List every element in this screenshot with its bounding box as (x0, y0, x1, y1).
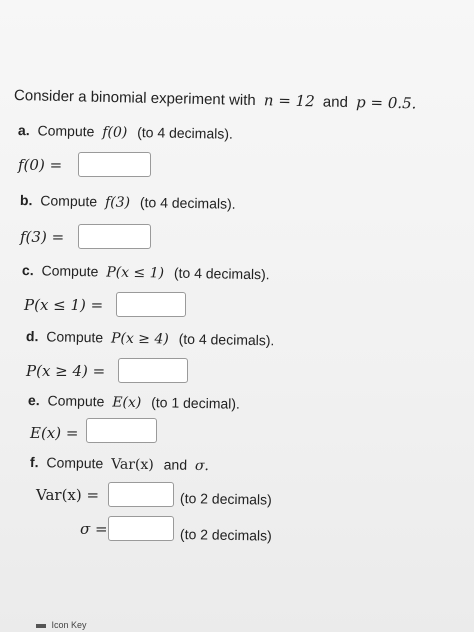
part-d-answer-label: P(x ≥ 4) = (26, 362, 106, 380)
part-f-sigma: σ. (194, 457, 210, 475)
intro-text: Consider a binomial experiment with (13, 87, 256, 110)
part-c-letter: c. (21, 262, 34, 279)
part-d-compute: Compute (46, 328, 104, 346)
variance-decimals-note: (to 2 decimals) (179, 490, 272, 508)
icon-key-link[interactable] (36, 620, 87, 630)
part-c-expression: P(x ≤ 1) (106, 264, 165, 282)
intro-p-expression: p = 0.5. (355, 93, 417, 113)
part-d-letter: d. (25, 328, 39, 345)
part-d-expression: P(x ≥ 4) (110, 330, 169, 348)
part-f-compute: Compute (46, 454, 104, 472)
part-e-expression: E(x) (112, 394, 142, 411)
intro-line (14, 86, 417, 112)
part-c-suffix: (to 4 decimals). (173, 264, 270, 283)
part-a-answer-label: f(0) = (18, 156, 63, 174)
sigma-answer-input[interactable] (108, 516, 174, 541)
part-b-answer-label: f(3) = (20, 228, 65, 246)
f0-answer-input[interactable] (78, 152, 151, 177)
variance-answer-label: Var(x) = (36, 486, 100, 504)
part-e-suffix: (to 1 decimal). (151, 394, 241, 412)
part-a-compute: Compute (37, 122, 95, 140)
part-e-answer-label: E(x) = (30, 424, 79, 442)
intro-and: and (322, 93, 349, 111)
part-f-letter: f. (29, 454, 39, 471)
part-e-compute: Compute (47, 392, 105, 410)
p-le-1-answer-input[interactable] (116, 292, 186, 317)
part-f-and: and (163, 456, 188, 473)
part-f-expression: Var(x) (110, 456, 154, 474)
part-a-expression: f(0) (102, 124, 128, 141)
expected-value-answer-input[interactable] (86, 418, 157, 443)
part-e-prompt (28, 392, 240, 413)
part-c-answer-label: P(x ≤ 1) = (24, 296, 104, 314)
part-e-letter: e. (27, 392, 40, 409)
part-c-prompt (22, 262, 270, 283)
f3-answer-input[interactable] (78, 224, 151, 249)
sigma-decimals-note: (to 2 decimals) (179, 526, 272, 544)
part-a-suffix: (to 4 decimals). (137, 124, 234, 142)
p-ge-4-answer-input[interactable] (118, 358, 188, 383)
part-a-prompt (18, 122, 233, 143)
part-b-letter: b. (19, 192, 33, 209)
part-b-suffix: (to 4 decimals). (139, 194, 236, 212)
part-b-prompt (20, 192, 236, 213)
variance-answer-input[interactable] (108, 482, 174, 507)
part-b-expression: f(3) (104, 194, 131, 211)
part-d-prompt (26, 328, 275, 349)
part-d-suffix: (to 4 decimals). (178, 330, 275, 349)
part-c-compute: Compute (41, 262, 99, 280)
key-icon (36, 624, 46, 628)
part-f-prompt (30, 454, 209, 474)
icon-key-label: Icon Key (51, 620, 87, 630)
part-b-compute: Compute (40, 192, 98, 210)
part-a-letter: a. (17, 122, 30, 139)
intro-n-expression: n = 12 (263, 91, 315, 111)
sigma-answer-label: σ = (80, 520, 108, 538)
